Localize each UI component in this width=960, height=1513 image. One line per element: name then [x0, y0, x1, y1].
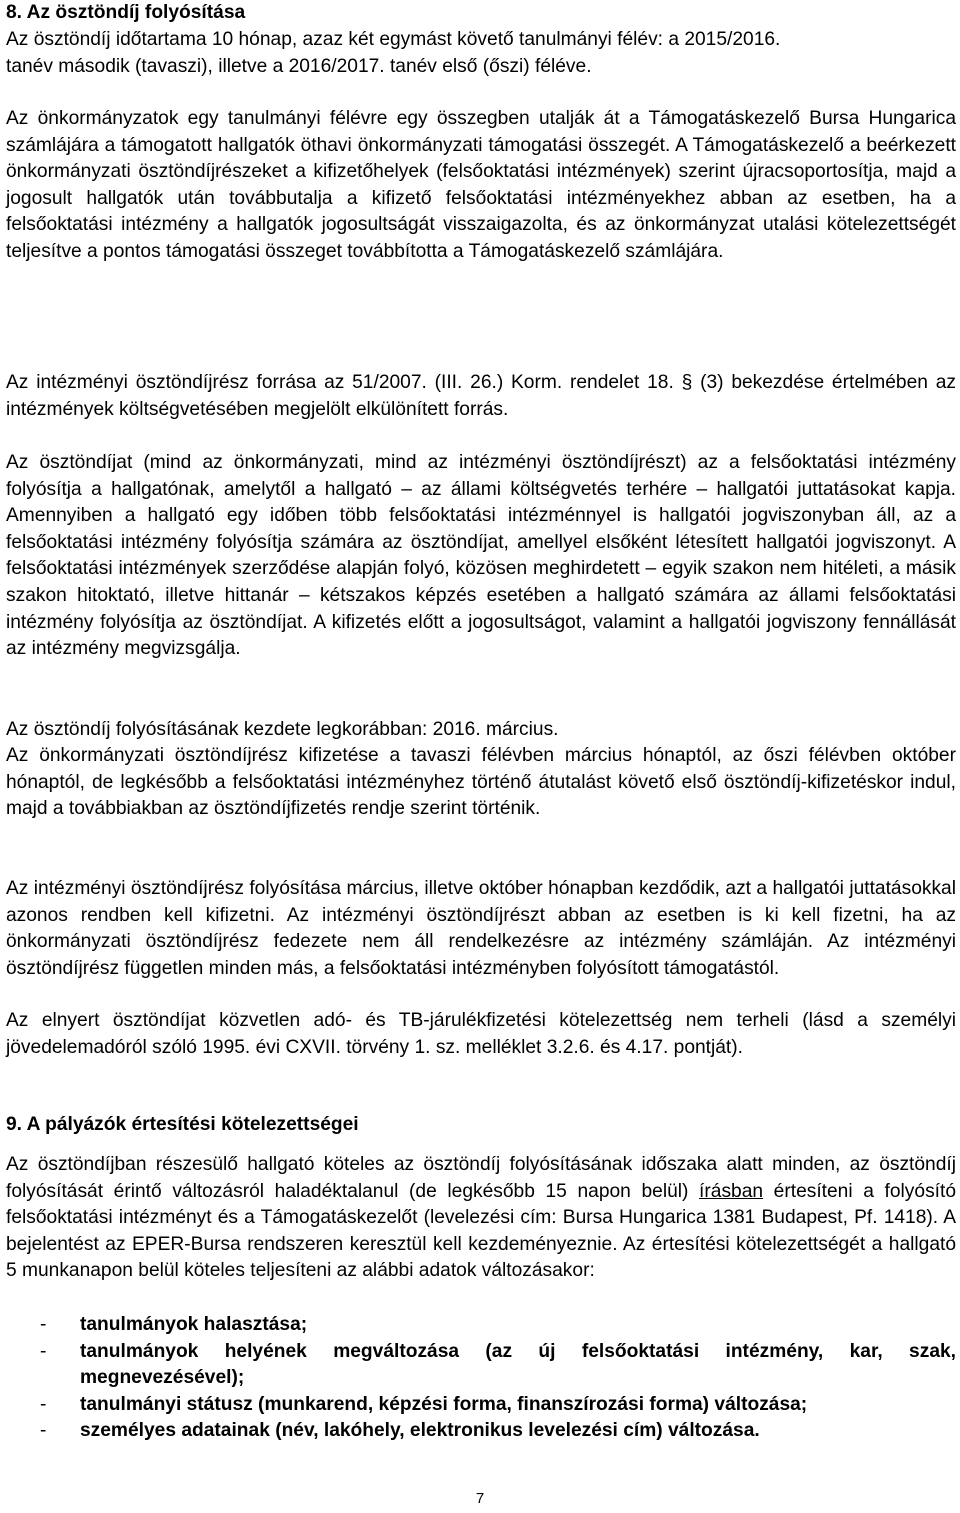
- list-item: - személyes adatainak (név, lakóhely, elektronikus levelezési cím) változása.: [40, 1420, 760, 1442]
- paragraph-duration: Az ösztöndíj időtartama 10 hónap, azaz két egymást követő tanulmányi félév: a 2015/2016. tanév második (tavaszi), illetve a 2016/2017. tanév első (őszi) féléve.: [6, 29, 781, 77]
- change-list: [6, 1312, 956, 1445]
- page-number: 7: [475, 1490, 485, 1507]
- paragraph-start: Az ösztöndíj folyósításának kezdete legkorábban: 2016. március.: [6, 719, 559, 740]
- paragraph-tax: Az elnyert ösztöndíjat közvetlen adó- és TB-járulékfizetési kötelezettség nem terheli (lásd a személyi jövedelemadóról szóló 1995. évi CXVII. törvény 1. sz. melléklet 3.2.6. és 4.17. pontját).: [6, 1010, 956, 1058]
- list-item: - tanulmányi státusz (munkarend, képzési forma, finanszírozási forma) változása;: [40, 1393, 808, 1415]
- section-heading-9: 9. A pályázók értesítési kötelezettségei: [6, 1114, 359, 1135]
- list-item: - tanulmányok helyének megváltozása (az új felsőoktatási intézmény, kar, szak, megnevezésével);: [40, 1340, 956, 1389]
- underlined-word: írásban: [699, 1180, 764, 1202]
- paragraph-institutional-payment: Az intézményi ösztöndíjrész folyósítása március, illetve október hónapban kezdődik, azt a hallgatói juttatásokkal azonos rendben kell kifizetni. Az intézményi ösztöndíjrészt abban az esetben is ki kell fizetni, ha az önkormányzati ösztöndíjrész fedezete nem áll rendelkezésre az intézmény számláján. Az intézményi ösztöndíjrész független minden más, a felsőoktatási intézményben folyósított támogatástól.: [6, 878, 956, 979]
- list-item: - tanulmányok halasztása;: [40, 1314, 308, 1335]
- paragraph-payer: Az ösztöndíjat (mind az önkormányzati, mind az intézményi ösztöndíjrészt) az a felsőoktatási intézmény folyósítja a hallgatónak, amelytől a hallgató – az állami költségvetés terhére – hallgatói juttatásokat kapja. Amennyiben a hallgató egy időben több felsőoktatási intézménnyel is hallgatói jogviszonyban áll, az a felsőoktatási intézmény folyósítja számára az ösztöndíjat, amellyel elsőként létesített hallgatói jogviszonyt. A felsőoktatási intézmények szerződése alapján folyó, közösen meghirdetett – egyik szakon nem hitéleti, a másik szakon hitoktató, illetve hittanár – kétszakos képzés esetében a hallgató számára az állami felsőoktatási intézmény folyósítja az ösztöndíjat. A kifizetés előtt a jogosultságot, valamint a hallgatói jogviszony fennállását az intézmény megvizsgálja.: [6, 452, 956, 660]
- paragraph-municipal-payment: Az önkormányzati ösztöndíjrész kifizetése a tavaszi félévben március hónaptól, az őszi félévben október hónaptól, de legkésőbb a felsőoktatási intézményhez történő átutalást követő első ösztöndíj-kifizetéskor indul, majd a továbbiakban az ösztöndíjfizetés rendje szerint történik.: [6, 745, 956, 820]
- paragraph-notification: Az ösztöndíjban részesülő hallgató köteles az ösztöndíj folyósításának időszaka alatt minden, az ösztöndíj folyósítását érintő változásról haladéktalanul (de legkésőbb 15 napon belül) írásban értesíteni a folyósító felsőoktatási intézményt és a Támogatáskezelőt (levelezési cím: Bursa Hungarica 1381 Budapest, Pf. 1418). A bejelentést az EPER-Bursa rendszeren keresztül kell kezdeményeznie. Az értesítési kötelezettségét a hallgató 5 munkanapon belül köteles teljesíteni az alábbi adatok változásakor:: [6, 1154, 956, 1282]
- paragraph-transfer: Az önkormányzatok egy tanulmányi félévre egy összegben utalják át a Támogatáskezelő Bursa Hungarica számlájára a támogatott hallgatók öthavi önkormányzati támogatási összegét. A Támogatáskezelő a beérkezett önkormányzati ösztöndíjrészeket a kifizetőhelyek (felsőoktatási intézmények) szerint újracsoportosítja, majd a jogosult hallgatók után továbbutalja a kifizető felsőoktatási intézményekhez abban az esetben, ha a felsőoktatási intézmény a hallgatók jogosultságát visszaigazolta, és az önkormányzat utalási kötelezettségét teljesítve a pontos támogatási összeget továbbította a Támogatáskezelő számlájára.: [6, 108, 956, 262]
- section-heading-8: 8. Az ösztöndíj folyósítása: [6, 2, 246, 23]
- paragraph-source: Az intézményi ösztöndíjrész forrása az 51/2007. (III. 26.) Korm. rendelet 18. § (3) bekezdése értelmében az intézmények költségvetésében megjelölt elkülönített forrás.: [6, 372, 956, 420]
